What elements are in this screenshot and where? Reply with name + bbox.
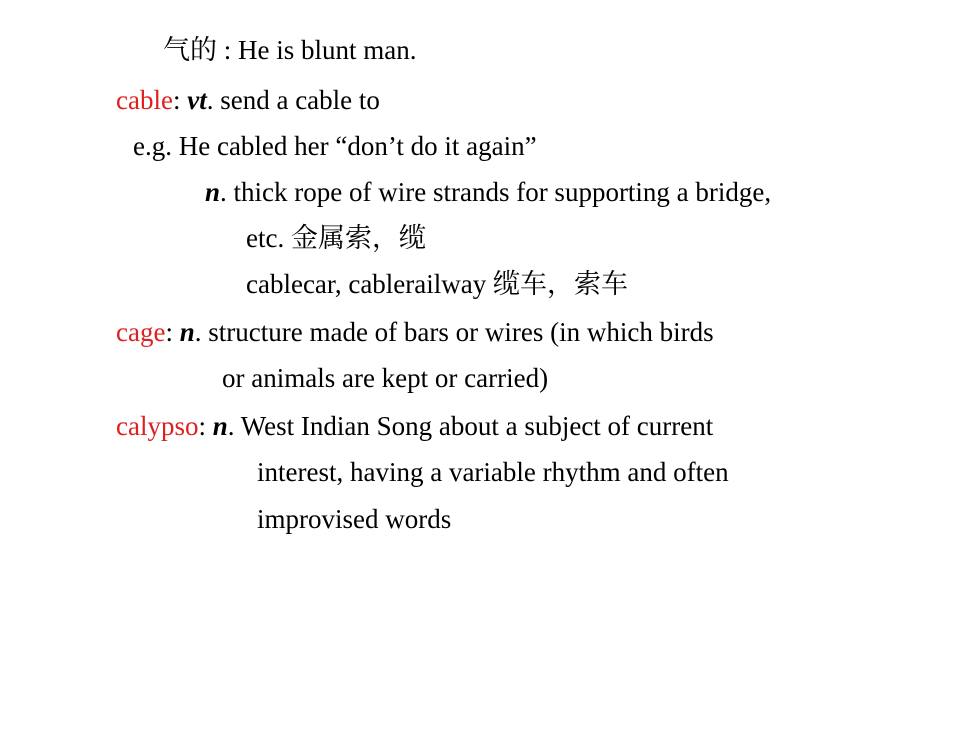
headword-cage: cage [116, 317, 166, 347]
separator: : [165, 317, 180, 347]
separator: : [198, 411, 213, 441]
definition: . West Indian Song about a subject of current [227, 411, 714, 441]
chinese-headword: 气的 [163, 35, 217, 65]
entry-text: : He is blunt man. [217, 35, 417, 65]
entry-cable [116, 84, 380, 116]
example-sentence: e.g. He cabled her “don’t do it again” [133, 131, 537, 161]
headword-cable: cable [116, 85, 173, 115]
definition: . thick rope of wire strands for supporting a bridge, [220, 177, 772, 207]
entry-cage [116, 316, 714, 348]
part-of-speech: vt [187, 85, 207, 115]
entry-calypso [116, 410, 713, 442]
headword-calypso: calypso [116, 411, 199, 441]
definition: . structure made of bars or wires (in which birds [194, 317, 714, 347]
part-of-speech: n [205, 177, 221, 207]
compounds: cablecar, cablerailway 缆车，索车 [246, 269, 628, 299]
definition-continuation: or animals are kept or carried) [222, 363, 549, 393]
definition-continuation: improvised words [257, 504, 452, 534]
definition: . send a cable to [206, 85, 380, 115]
part-of-speech: n [179, 317, 195, 347]
entry-cable-noun [205, 176, 771, 208]
entry-line-qide [163, 34, 416, 66]
definition-continuation: etc. 金属索，缆 [246, 223, 426, 253]
definition-continuation: interest, having a variable rhythm and often [257, 457, 729, 487]
separator: : [172, 85, 188, 115]
part-of-speech: n [212, 411, 228, 441]
